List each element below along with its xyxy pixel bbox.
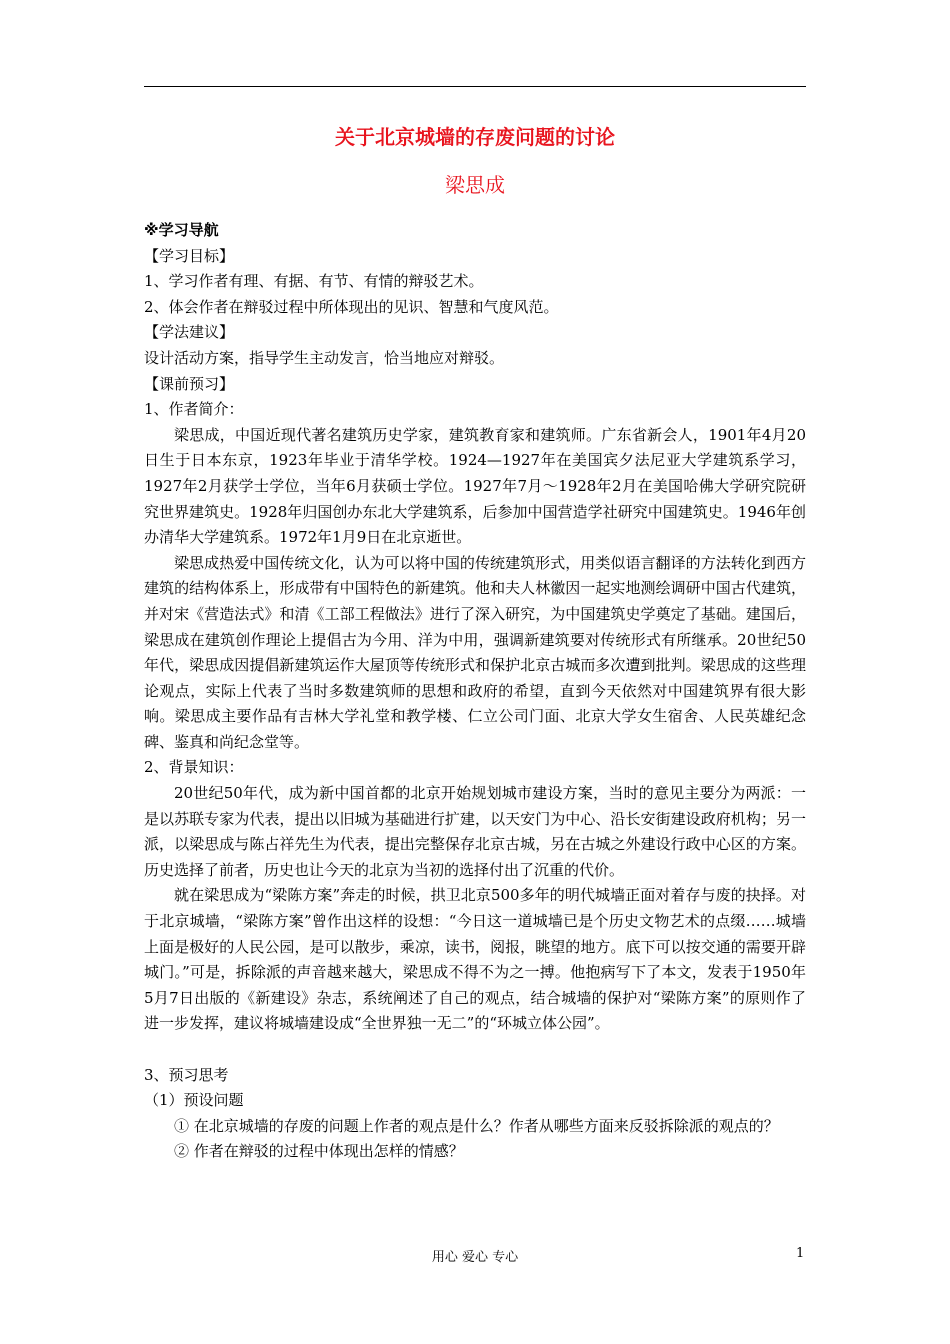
goal-item: 2、体会作者在辩驳过程中所体现出的见识、智慧和气度风范。 bbox=[144, 297, 559, 316]
document-body bbox=[144, 120, 806, 1165]
author-intro-paragraph: 梁思成，中国近现代著名建筑历史学家，建筑教育家和建筑师。广东省新会人，1901年4月20日生于日本东京，1923年毕业于清华学校。1924—1927年在美国宾夕法尼亚大学建筑系学习，1927年2月获学士学位，当年6月获硕士学位。1927年7月～1928年2月在美国哈佛大学研究院研究世界建筑史。1928年归国创办东北大学建筑系，后参加中国营造学社研究中国建筑史。1946年创办清华大学建筑系。1972年1月9日在北京逝世。 bbox=[144, 425, 806, 547]
background-heading: 2、背景知识： bbox=[144, 758, 244, 777]
page-number: 1 bbox=[796, 1246, 805, 1261]
author-intro-heading: 1、作者简介： bbox=[144, 400, 244, 419]
author-intro-paragraph: 梁思成热爱中国传统文化，认为可以将中国的传统建筑形式，用类似语言翻译的方法转化到西方建筑的结构体系上，形成带有中国特色的新建筑。他和夫人林徽因一起实地测绘调研中国古代建筑，并对宋《营造法式》和清《工部工程做法》进行了深入研究，为中国建筑史学奠定了基础。建国后，梁思成在建筑创作理论上提倡古为今用、洋为中用，强调新建筑要对传统形式有所继承。20世纪50年代，梁思成因提倡新建筑运作大屋顶等传统形式和保护北京古城而多次遭到批判。梁思成的这些理论观点，实际上代表了当时多数建筑师的思想和政府的希望，直到今天依然对中国建筑界有很大影响。梁思成主要作品有吉林大学礼堂和教学楼、仁立公司门面、北京大学女生宿舍、人民英雄纪念碑、鉴真和尚纪念堂等。 bbox=[144, 553, 806, 751]
header-rule bbox=[144, 86, 806, 87]
guide-heading: ※学习导航 bbox=[144, 221, 219, 239]
document-author: 梁思成 bbox=[445, 173, 505, 197]
goal-item: 1、学习作者有理、有据、有节、有情的辩驳艺术。 bbox=[144, 272, 484, 291]
document-title: 关于北京城墙的存废问题的讨论 bbox=[335, 125, 615, 149]
think-heading: 3、预习思考 bbox=[144, 1065, 229, 1084]
method-text: 设计活动方案，指导学生主动发言，恰当地应对辩驳。 bbox=[144, 348, 505, 367]
preset-heading: （1）预设问题 bbox=[144, 1091, 244, 1110]
method-heading: 【学法建议】 bbox=[144, 323, 235, 342]
page-footer: 用心 爱心 专心 bbox=[431, 1250, 519, 1265]
question-item: ① 在北京城墙的存废的问题上作者的观点是什么？作者从哪些方面来反驳拆除派的观点的？ bbox=[174, 1116, 779, 1135]
background-paragraph: 就在梁思成为“梁陈方案”奔走的时候，拱卫北京500多年的明代城墙正面对着存与废的抉择。对于北京城墙，“梁陈方案”曾作出这样的设想：“今日这一道城墙已是个历史文物艺术的点缀……城墙上面是极好的人民公园，是可以散步，乘凉，读书，阅报，眺望的地方。底下可以按交通的需要开辟城门。”可是，拆除派的声音越来越大，梁思成不得不为之一搏。他抱病写下了本文，发表于1950年5月7日出版的《新建设》杂志，系统阐述了自己的观点，结合城墙的保护对“梁陈方案”的原则作了进一步发挥，建议将城墙建设成“全世界独一无二”的“环城立体公园”。 bbox=[144, 886, 806, 1033]
preview-heading: 【课前预习】 bbox=[144, 374, 235, 393]
goals-heading: 【学习目标】 bbox=[144, 246, 235, 265]
background-paragraph: 20世纪50年代，成为新中国首都的北京开始规划城市建设方案，当时的意见主要分为两派：一是以苏联专家为代表，提出以旧城为基础进行扩建，以天安门为中心、沿长安街建设政府机构；另一派，以梁思成与陈占祥先生为代表，提出完整保存北京古城，另在古城之外建设行政中心区的方案。历史选择了前者，历史也让今天的北京为当初的选择付出了沉重的代价。 bbox=[144, 784, 806, 879]
blank-line bbox=[144, 1037, 806, 1063]
question-item: ② 作者在辩驳的过程中体现出怎样的情感？ bbox=[174, 1142, 464, 1161]
